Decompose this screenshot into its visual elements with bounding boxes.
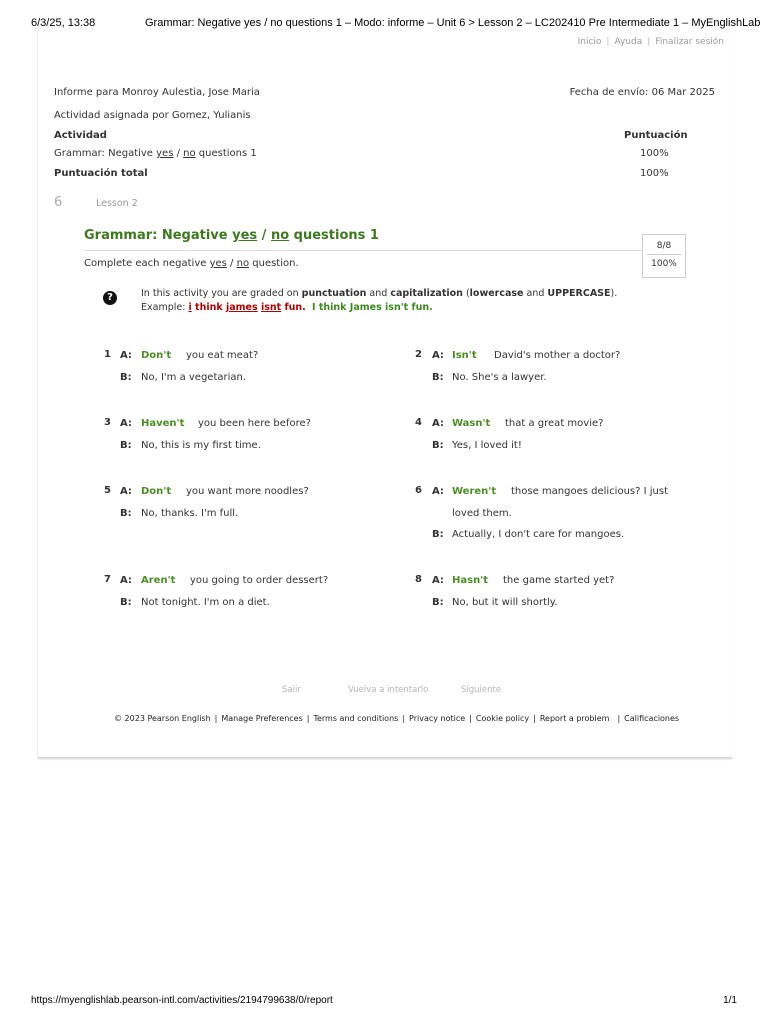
- question-number: 8: [415, 574, 422, 585]
- speaker-a-label: A:: [120, 350, 132, 361]
- question-number: 7: [104, 574, 111, 585]
- question-text-continued: loved them.: [452, 508, 512, 519]
- grades-link[interactable]: Calificaciones: [624, 714, 680, 723]
- assigned-by: Actividad asignada por Gomez, Yulianis: [54, 110, 251, 121]
- speaker-b-label: B:: [432, 440, 444, 451]
- question-number: 3: [104, 417, 111, 428]
- sent-date: Fecha de envío: 06 Mar 2025: [569, 87, 715, 98]
- grading-note: In this activity you are graded on punctuation and capitalization (lowercase and UPPERCASE).: [141, 288, 618, 299]
- logout-link[interactable]: Finalizar sesión: [655, 37, 724, 47]
- speaker-a-label: A:: [432, 350, 444, 361]
- report-problem-link[interactable]: Report a problem: [539, 714, 610, 723]
- speaker-a-label: A:: [432, 418, 444, 429]
- activity-score: 100%: [640, 148, 669, 159]
- answer-field[interactable]: Weren't: [452, 486, 497, 497]
- response-text: Yes, I loved it!: [452, 440, 522, 451]
- answer-field[interactable]: Don't: [141, 486, 172, 497]
- speaker-b-label: B:: [432, 372, 444, 383]
- home-link[interactable]: Inicio: [577, 37, 602, 47]
- print-datetime: 6/3/25, 13:38: [31, 17, 96, 29]
- copyright: © 2023 Pearson English: [114, 714, 211, 723]
- response-text: No, but it will shortly.: [452, 597, 558, 608]
- speaker-b-label: B:: [120, 508, 132, 519]
- question-text: you eat meat?: [186, 350, 259, 361]
- grading-example: Example: i think james isnt fun.: [141, 302, 306, 313]
- question-text: David's mother a doctor?: [494, 350, 621, 361]
- activity-title: Grammar: Negative yes / no questions 1: [84, 228, 379, 243]
- speaker-a-label: A:: [120, 418, 132, 429]
- speaker-b-label: B:: [120, 440, 132, 451]
- lesson-label: Lesson 2: [96, 198, 138, 209]
- question-mark-icon[interactable]: ?: [103, 291, 117, 305]
- score-percent: 100%: [651, 259, 677, 269]
- instructions: Complete each negative yes / no question.: [84, 258, 299, 269]
- cookie-policy-link[interactable]: Cookie policy: [475, 714, 530, 723]
- question-number: 6: [415, 485, 422, 496]
- response-text: No, thanks. I'm full.: [141, 508, 239, 519]
- help-link[interactable]: Ayuda: [614, 37, 643, 47]
- score-column-header: Puntuación: [624, 130, 688, 141]
- response-text: Actually, I don't care for mangoes.: [452, 529, 625, 540]
- answer-field[interactable]: Isn't: [452, 350, 477, 361]
- response-text: No, I'm a vegetarian.: [141, 372, 247, 383]
- score-box: [642, 234, 686, 278]
- terms-link[interactable]: Terms and conditions: [313, 714, 399, 723]
- response-text: Not tonight. I'm on a diet.: [141, 597, 270, 608]
- total-score: 100%: [640, 168, 669, 179]
- speaker-b-label: B:: [432, 597, 444, 608]
- report-for: Informe para Monroy Aulestia, Jose Maria: [54, 87, 260, 98]
- privacy-link[interactable]: Privacy notice: [409, 714, 466, 723]
- section-number: 6: [54, 195, 63, 210]
- print-page-title: Grammar: Negative yes / no questions 1 – Modo: informe – Unit 6 > Lesson 2 – LC202410 Pre Intermediate 1 – MyEnglishLab: [145, 17, 761, 29]
- speaker-a-label: A:: [432, 486, 444, 497]
- question-number: 5: [104, 485, 111, 496]
- speaker-a-label: A:: [432, 575, 444, 586]
- response-text: No. She's a lawyer.: [452, 372, 547, 383]
- answer-field[interactable]: Aren't: [141, 575, 176, 586]
- score-fraction: 8/8: [656, 241, 672, 251]
- manage-preferences-link[interactable]: Manage Preferences: [221, 714, 303, 723]
- retry-button[interactable]: Vuelva a intentarlo: [348, 685, 429, 695]
- answer-field[interactable]: Wasn't: [452, 418, 491, 429]
- exit-button[interactable]: Salir: [282, 685, 301, 695]
- title-divider: [84, 250, 644, 251]
- speaker-a-label: A:: [120, 486, 132, 497]
- activity-name: Grammar: Negative yes / no questions 1: [54, 148, 257, 159]
- speaker-a-label: A:: [120, 575, 132, 586]
- question-text: those mangoes delicious? I just: [511, 486, 668, 497]
- site-footer: © 2023 Pearson English | Manage Preferences | Terms and conditions | Privacy notice | Cookie policy | Report a problem | Calificaciones: [114, 714, 680, 723]
- question-text: you going to order dessert?: [190, 575, 329, 586]
- grading-example-correct: I think James isn't fun.: [312, 302, 433, 313]
- answer-field[interactable]: Haven't: [141, 418, 185, 429]
- response-text: No, this is my first time.: [141, 440, 261, 451]
- question-text: you been here before?: [198, 418, 311, 429]
- total-label: Puntuación total: [54, 168, 148, 179]
- next-button[interactable]: Siguiente: [461, 685, 502, 695]
- question-number: 4: [415, 417, 422, 428]
- question-text: you want more noodles?: [186, 486, 309, 497]
- question-text: the game started yet?: [503, 575, 615, 586]
- speaker-b-label: B:: [120, 597, 132, 608]
- answer-field[interactable]: Hasn't: [452, 575, 489, 586]
- activity-column-header: Actividad: [54, 130, 107, 141]
- top-links: Inicio | Ayuda | Finalizar sesión: [577, 37, 724, 47]
- print-url: https://myenglishlab.pearson-intl.com/activities/2194799638/0/report: [31, 995, 333, 1006]
- question-number: 1: [104, 349, 111, 360]
- speaker-b-label: B:: [120, 372, 132, 383]
- speaker-b-label: B:: [432, 529, 444, 540]
- question-text: that a great movie?: [505, 418, 604, 429]
- question-number: 2: [415, 349, 422, 360]
- answer-field[interactable]: Don't: [141, 350, 172, 361]
- print-page-number: 1/1: [723, 995, 737, 1006]
